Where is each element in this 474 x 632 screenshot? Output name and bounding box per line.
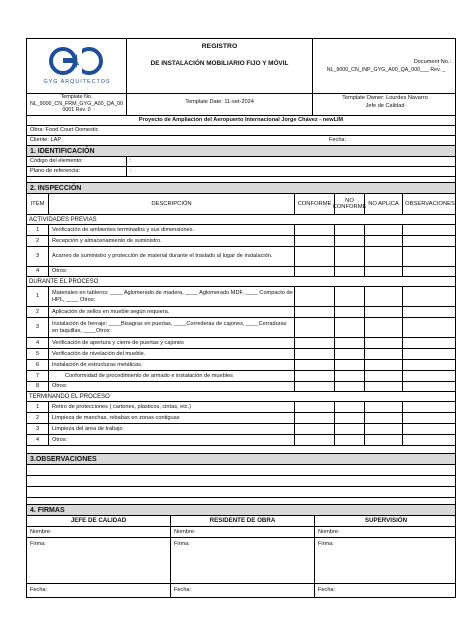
item-description: Limpieza del área de trabajo [49, 424, 295, 434]
check-no-conforme[interactable] [335, 382, 365, 391]
item-number: 2 [27, 413, 49, 423]
observaciones-field[interactable] [403, 267, 457, 276]
item-description: Verificación de nivelación del mueble. [49, 349, 295, 359]
item-number: 8 [27, 382, 49, 391]
check-no-aplica[interactable] [365, 349, 403, 359]
check-no-conforme[interactable] [335, 402, 365, 412]
check-no-conforme[interactable] [335, 267, 365, 276]
firmas-nombre-row [26, 527, 456, 538]
col-descripcion: DESCRIPCIÓN [49, 194, 295, 214]
observaciones-field[interactable] [403, 402, 457, 412]
fecha-field[interactable]: Fecha: [171, 584, 315, 597]
check-conforme[interactable] [295, 236, 335, 246]
group-terminando-el-proceso [26, 392, 456, 402]
check-no-aplica[interactable] [365, 435, 403, 445]
check-conforme[interactable] [295, 247, 335, 266]
observaciones-field[interactable] [403, 225, 457, 235]
observaciones-field[interactable] [403, 318, 457, 337]
check-no-conforme[interactable] [335, 435, 365, 445]
item-number: 3 [27, 424, 49, 434]
check-conforme[interactable] [295, 413, 335, 423]
template-no-value: NL_9000_CN_FRM_GYG_A00_QA_00 0001 Rev. 0 [29, 101, 124, 114]
nombre-field[interactable]: Nombre: [27, 527, 171, 537]
codigo-row [26, 157, 456, 167]
check-conforme[interactable] [295, 435, 335, 445]
firmas-firma-row [26, 538, 456, 584]
check-conforme[interactable] [295, 360, 335, 370]
item-description: Otros: [49, 382, 295, 391]
item-description: Acarreo de suministro y protección de material durante el traslado al lugar de instalación. [49, 247, 295, 266]
group-actividades-previas [26, 215, 456, 225]
col-conforme: CONFORME [295, 194, 335, 214]
item-number: 3 [27, 318, 49, 337]
check-no-aplica[interactable] [365, 382, 403, 391]
table-row [26, 382, 456, 392]
check-no-aplica[interactable] [365, 247, 403, 266]
item-description: Recepción y almacenamiento de suministro. [49, 236, 295, 246]
obra-row [26, 126, 456, 136]
check-conforme[interactable] [295, 382, 335, 391]
section-firmas [26, 505, 456, 516]
document-no-cell [313, 39, 457, 93]
check-no-aplica[interactable] [365, 402, 403, 412]
item-number: 4 [27, 267, 49, 276]
table-row [26, 435, 456, 446]
table-row [26, 225, 456, 236]
firma-field[interactable] [27, 538, 171, 583]
item-description: Otros: [49, 267, 295, 276]
check-no-conforme[interactable] [335, 371, 365, 381]
item-number: 6 [27, 360, 49, 370]
observaciones-field[interactable] [403, 247, 457, 266]
check-no-conforme[interactable] [335, 225, 365, 235]
check-conforme[interactable] [295, 371, 335, 381]
check-no-conforme[interactable] [335, 360, 365, 370]
item-description: Verificación de ambientes terminados y sus dimensiones. [49, 225, 295, 235]
check-no-conforme[interactable] [335, 424, 365, 434]
cliente-row [26, 136, 456, 146]
observaciones-field[interactable] [403, 287, 457, 306]
table-row [26, 307, 456, 318]
firma-field[interactable] [171, 538, 315, 583]
table-row [26, 413, 456, 424]
check-no-aplica[interactable] [365, 360, 403, 370]
check-no-aplica[interactable] [365, 307, 403, 317]
item-description: Conformidad de procedimiento de armado e instalación de muebles [49, 371, 295, 381]
template-date: Template Date: 11-set-2024 [185, 99, 254, 105]
group-durante-el-proceso [26, 277, 456, 287]
section-inspeccion-title: 2. INSPECCIÓN [30, 184, 82, 192]
firma-label: Firma: [318, 541, 334, 547]
table-row [26, 287, 456, 307]
check-conforme[interactable] [295, 267, 335, 276]
item-description: Instalación de herraje: ____Bisagras en puertas, ____Correderas de cajones, ____Cerraduras en taquillas, ____Otros: [49, 318, 295, 337]
cliente-fecha-label: Fecha: [329, 137, 347, 143]
observaciones-line[interactable] [26, 476, 456, 487]
item-description: Instalación de estructuras metálicas. [49, 360, 295, 370]
section-identificacion-title: 1. IDENTIFICACIÓN [30, 147, 95, 155]
plano-label: Plano de referencia: [27, 167, 127, 176]
check-conforme[interactable] [295, 402, 335, 412]
check-no-aplica[interactable] [365, 225, 403, 235]
item-description: Verificación de apertura y cierre de puertas y cajones [49, 338, 295, 348]
firma-field[interactable] [315, 538, 457, 583]
group-title: ACTIVIDADES PREVIAS [29, 216, 97, 223]
plano-row [26, 167, 456, 177]
firmas-roles-row [26, 516, 456, 527]
codigo-label: Código del elemento: [27, 157, 127, 166]
check-no-aplica[interactable] [365, 287, 403, 306]
item-number: 3 [27, 247, 49, 266]
item-number: 4 [27, 435, 49, 445]
check-no-aplica[interactable] [365, 371, 403, 381]
check-conforme[interactable] [295, 349, 335, 359]
template-info-row [26, 94, 456, 116]
group-title: DURANTE EL PROCESO [29, 278, 99, 285]
observaciones-field[interactable] [403, 371, 457, 381]
svg-text:&: & [72, 57, 80, 67]
fecha-field[interactable]: Fecha: [318, 587, 336, 594]
table-row [26, 338, 456, 349]
check-no-conforme[interactable] [335, 318, 365, 337]
item-description: Limpieza de manchas, rebabas en zonas contiguas [49, 413, 295, 423]
project-name: Proyecto de Ampliación del Aeropuerto Internacional Jorge Chávez - newLIM [138, 117, 344, 123]
check-conforme[interactable] [295, 307, 335, 317]
table-row [26, 360, 456, 371]
observaciones-field[interactable] [403, 349, 457, 359]
check-conforme[interactable] [295, 338, 335, 348]
item-number: 2 [27, 307, 49, 317]
observaciones-field[interactable] [403, 424, 457, 434]
owner-role: Jefe de Calidad [365, 103, 405, 109]
item-number: 7 [27, 371, 49, 381]
cliente-label: Cliente: LAP [30, 137, 62, 143]
check-no-conforme[interactable] [335, 349, 365, 359]
template-no-label: Template No. [60, 94, 93, 100]
obra-label: Obra: Food Court Domestic [30, 127, 99, 133]
check-conforme[interactable] [295, 225, 335, 235]
check-no-conforme[interactable] [335, 338, 365, 348]
check-no-aplica[interactable] [365, 338, 403, 348]
check-no-aplica[interactable] [365, 413, 403, 423]
template-owner: Template Owner: Lourdes Navarro [342, 95, 428, 101]
title-cell [127, 39, 313, 93]
table-row [26, 424, 456, 435]
item-number: 1 [27, 225, 49, 235]
check-no-aplica[interactable] [365, 236, 403, 246]
col-no-conforme: NO CONFORME [335, 194, 365, 214]
project-row [26, 116, 456, 126]
logo-cell [27, 39, 127, 93]
document-no-label: Document No.: [413, 59, 451, 65]
check-no-conforme[interactable] [335, 287, 365, 306]
section-firmas-title: 4. FIRMAS [30, 506, 65, 514]
table-row [26, 236, 456, 247]
observaciones-field[interactable] [403, 413, 457, 423]
check-conforme[interactable] [295, 424, 335, 434]
observaciones-spacer [26, 498, 456, 505]
check-no-conforme[interactable] [335, 247, 365, 266]
observaciones-line[interactable] [26, 487, 456, 498]
section-observaciones [26, 454, 456, 465]
table-row [26, 349, 456, 360]
logo-caption: GYG ARQUITECTOS [43, 79, 111, 85]
role-jefe-calidad: JEFE DE CALIDAD [27, 516, 171, 526]
inspection-header-row [26, 194, 456, 215]
item-number: 1 [27, 402, 49, 412]
role-supervision: SUPERVISIÓN [364, 516, 408, 524]
role-residente-obra: RESIDENTE DE OBRA [171, 516, 315, 526]
item-description: Otros: [49, 435, 295, 445]
item-number: 2 [27, 236, 49, 246]
form-header [26, 38, 456, 94]
col-no-aplica: NO APLICA [365, 194, 403, 214]
observaciones-line[interactable] [26, 465, 456, 476]
codigo-field[interactable]: : [130, 158, 132, 165]
firma-label: Firma: [174, 541, 190, 547]
table-row [26, 267, 456, 277]
observaciones-field[interactable] [403, 382, 457, 391]
group-title: TERMINANDO EL PROCESO [29, 393, 110, 400]
document-title: DE INSTALACIÓN MOBILIARIO FIJO Y MÓVIL [150, 60, 289, 67]
inspection-spacer [26, 446, 456, 454]
template-owner-cell [313, 94, 457, 115]
section-inspeccion [26, 183, 456, 194]
check-no-aplica[interactable] [365, 318, 403, 337]
registro-label: REGISTRO [201, 43, 238, 50]
plano-field[interactable]: : [130, 168, 132, 175]
inspection-form [26, 38, 456, 600]
observaciones-field[interactable] [403, 236, 457, 246]
observaciones-field[interactable] [403, 360, 457, 370]
check-no-aplica[interactable] [365, 267, 403, 276]
table-row [26, 247, 456, 267]
item-description: Aplicación de sellos en mueble según requiera. [49, 307, 295, 317]
observaciones-field[interactable] [403, 338, 457, 348]
check-conforme[interactable] [295, 287, 335, 306]
document-no-value: NL_9000_CN_INP_GYG_A00_QA_000___ Rev. _ [326, 67, 446, 73]
table-row [26, 318, 456, 338]
item-description: Retiro de protecciones ( cartones, plasticos, cintas, etc.) [49, 402, 295, 412]
fecha-field[interactable]: Fecha: [27, 584, 171, 597]
observaciones-field[interactable] [403, 307, 457, 317]
item-number: 1 [27, 287, 49, 306]
nombre-field[interactable]: Nombre: [171, 527, 315, 537]
template-date-cell [127, 94, 313, 115]
col-item: ITEM [27, 194, 49, 214]
check-no-conforme[interactable] [335, 236, 365, 246]
item-description: Materiales en tableros: ____ Aglomerado de madera, ____ Aglomerado MDF, ____ Compacto de HPL, ____ Otros: [49, 287, 295, 306]
template-no-cell [27, 94, 127, 115]
firma-label: Firma: [30, 541, 46, 547]
section-observaciones-title: 3.OBSERVACIONES [30, 455, 97, 463]
check-conforme[interactable] [295, 318, 335, 337]
table-row [26, 402, 456, 413]
check-no-conforme[interactable] [335, 307, 365, 317]
observaciones-field[interactable] [403, 435, 457, 445]
firmas-fecha-row [26, 584, 456, 598]
col-observaciones: OBSERVACIONES [405, 200, 455, 207]
item-number: 5 [27, 349, 49, 359]
item-number: 4 [27, 338, 49, 348]
check-no-conforme[interactable] [335, 413, 365, 423]
section-identificacion [26, 146, 456, 157]
nombre-field[interactable]: Nombre: [318, 528, 340, 535]
table-row [26, 371, 456, 382]
check-no-aplica[interactable] [365, 424, 403, 434]
